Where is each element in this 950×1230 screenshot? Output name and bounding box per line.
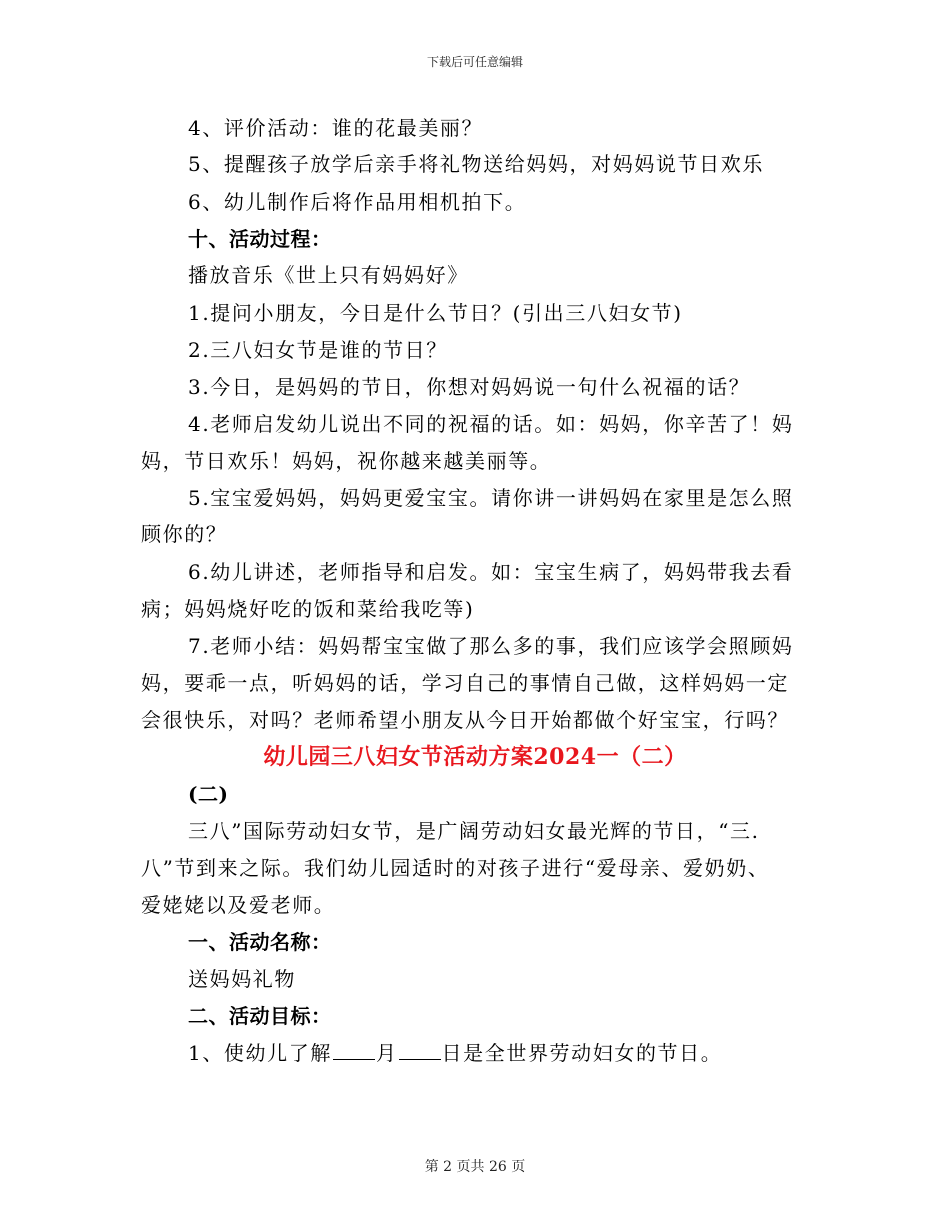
paragraph-line: 7.老师小结：妈妈帮宝宝做了那么多的事，我们应该学会照顾妈 — [188, 634, 794, 658]
paragraph-line: 6.幼儿讲述，老师指导和启发。如：宝宝生病了，妈妈带我去看 — [188, 560, 794, 584]
paragraph-line: 5、提醒孩子放学后亲手将礼物送给妈妈，对妈妈说节日欢乐 — [188, 152, 764, 176]
paragraph-line: 3.今日，是妈妈的节日，你想对妈妈说一句什么祝福的话？ — [188, 375, 751, 399]
goal-text-start: 1、使幼儿了解 — [188, 1041, 332, 1065]
page-header: 下载后可任意编辑 — [426, 55, 523, 69]
paragraph-line: 1.提问小朋友，今日是什么节日？(引出三八妇女节) — [188, 301, 683, 325]
subsection-label: (二) — [188, 782, 229, 806]
paragraph-line: 妈，要乖一点，听妈妈的话，学习自己的事情自己做，这样妈妈一定 — [141, 671, 789, 695]
paragraph-line: 5.宝宝爱妈妈，妈妈更爱宝宝。请你讲一讲妈妈在家里是怎么照 — [188, 486, 794, 510]
section-heading: 一、活动名称： — [188, 930, 332, 954]
paragraph-line: 八”节到来之际。我们幼儿园适时的对孩子进行“爱母亲、爱奶奶、 — [141, 856, 770, 880]
paragraph-line: 4.老师启发幼儿说出不同的祝福的话。如：妈妈，你辛苦了！妈 — [188, 412, 794, 436]
section-heading: 二、活动目标： — [188, 1004, 332, 1028]
page-footer: 第 2 页共 26 页 — [424, 1159, 526, 1175]
section-heading: 十、活动过程： — [188, 227, 332, 251]
paragraph-line: 播放音乐《世上只有妈妈好》 — [188, 263, 469, 287]
paragraph-line: 送妈妈礼物 — [188, 967, 296, 991]
fill-blank — [399, 1041, 441, 1060]
paragraph-line: 顾你的？ — [141, 522, 228, 546]
goal-text-month: 月 — [375, 1041, 398, 1065]
paragraph-line: 6、幼儿制作后将作品用相机拍下。 — [188, 190, 527, 214]
section-title: 幼儿园三八妇女节活动方案2024一（二） — [263, 744, 687, 770]
paragraph-line: 病；妈妈烧好吃的饭和菜给我吃等) — [141, 597, 475, 621]
paragraph-line: 爱姥姥以及爱老师。 — [141, 893, 336, 917]
paragraph-line: 妈，节日欢乐！妈妈，祝你越来越美丽等。 — [141, 449, 552, 473]
goal-text-end: 日是全世界劳动妇女的节日。 — [441, 1041, 723, 1065]
fill-blank — [333, 1041, 375, 1060]
paragraph-line: 会很快乐，对吗？老师希望小朋友从今日开始都做个好宝宝，行吗？ — [141, 708, 789, 732]
paragraph-line-with-blanks — [188, 1040, 722, 1066]
paragraph-line: 2.三八妇女节是谁的节日？ — [188, 338, 448, 362]
paragraph-line: 4、评价活动：谁的花最美丽？ — [188, 116, 484, 140]
paragraph-line: 三八”国际劳动妇女节，是广阔劳动妇女最光辉的节日，“三. — [188, 819, 760, 843]
